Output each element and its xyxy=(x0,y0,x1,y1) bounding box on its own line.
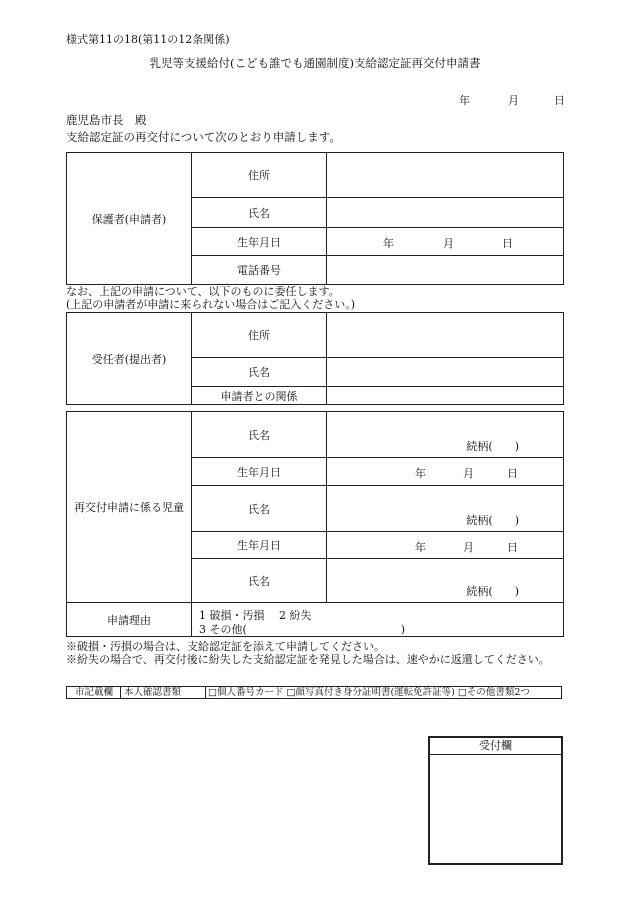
note-damaged: ※破損・汚損の場合は、支給認定証を添えて申請してください。 xyxy=(66,640,385,653)
reception-label: 受付欄 xyxy=(430,738,561,755)
guardian-phone-field[interactable] xyxy=(327,256,564,285)
guardian-address-field[interactable] xyxy=(327,153,564,198)
date-year-label: 年 xyxy=(459,94,470,107)
note-lost: ※紛失の場合で、再交付後に紛失した支給認定証を発見した場合は、速やかに返還してください。 xyxy=(66,653,550,666)
delegate-relation-label: 申請者との関係 xyxy=(192,387,327,405)
child2-birth-month: 月 xyxy=(463,541,474,554)
child2-birth-day: 日 xyxy=(507,541,518,554)
delegate-section-label: 受任者(提出者) xyxy=(67,313,192,405)
intro-text: 支給認定証の再交付について次のとおり申請します。 xyxy=(66,130,341,144)
child1-birth-month: 月 xyxy=(463,467,474,480)
guardian-table xyxy=(66,152,564,285)
child2-relation: 続柄( ) xyxy=(466,514,519,527)
child3-name-field[interactable] xyxy=(327,559,564,603)
child1-birth-year: 年 xyxy=(415,467,426,480)
child2-name-label: 氏名 xyxy=(192,486,327,532)
date-month-label: 月 xyxy=(508,94,519,107)
children-section-label: 再交付申請に係る児童 xyxy=(67,412,192,603)
guardian-birthdate-field[interactable] xyxy=(327,228,564,256)
delegate-name-label: 氏名 xyxy=(192,358,327,387)
guardian-birth-day: 日 xyxy=(502,237,513,250)
reason-option-3[interactable]: 3 その他( ) xyxy=(199,623,406,636)
office-column-label: 市記載欄 xyxy=(75,687,114,698)
delegation-note-2: (上記の申請者が申請に来られない場合はご記入ください。) xyxy=(66,298,356,311)
guardian-address-label: 住所 xyxy=(192,153,327,198)
delegate-relation-field[interactable] xyxy=(327,387,564,405)
child2-name-field[interactable] xyxy=(327,486,564,532)
child1-birthdate-field[interactable] xyxy=(327,458,564,486)
child2-birthdate-field[interactable] xyxy=(327,532,564,559)
child1-name-label: 氏名 xyxy=(192,412,327,458)
children-table xyxy=(66,411,564,637)
guardian-section-label: 保護者(申請者) xyxy=(67,153,192,285)
child3-name-label: 氏名 xyxy=(192,559,327,603)
guardian-birthdate-label: 生年月日 xyxy=(192,228,327,256)
child2-birth-year: 年 xyxy=(415,541,426,554)
reason-label: 申請理由 xyxy=(67,603,192,637)
child1-birth-day: 日 xyxy=(507,467,518,480)
guardian-birth-year: 年 xyxy=(383,237,394,250)
guardian-birth-month: 月 xyxy=(443,237,454,250)
child1-relation: 続柄( ) xyxy=(466,440,519,453)
office-use-row xyxy=(66,686,562,699)
child3-relation: 続柄( ) xyxy=(466,585,519,598)
guardian-name-field[interactable] xyxy=(327,198,564,228)
addressee: 鹿児島市長 殿 xyxy=(66,113,147,127)
delegation-note-1: なお、上記の申請について、以下のものに委任します。 xyxy=(66,285,340,298)
delegate-address-field[interactable] xyxy=(327,313,564,358)
delegate-address-label: 住所 xyxy=(192,313,327,358)
reception-box xyxy=(428,736,563,865)
reason-option-1-2[interactable]: 1 破損・汚損 2 紛失 xyxy=(199,609,312,622)
child2-birthdate-label: 生年月日 xyxy=(192,532,327,559)
page-title: 乳児等支援給付(こども誰でも通園制度)支給認定証再交付申請書 xyxy=(149,56,481,70)
delegate-table xyxy=(66,312,564,405)
child1-birthdate-label: 生年月日 xyxy=(192,458,327,486)
reason-field[interactable] xyxy=(192,603,564,637)
date-day-label: 日 xyxy=(554,94,565,107)
identity-doc-options[interactable]: □個人番号カード □顔写真付き身分証明書(運転免許証等) □その他書類2つ xyxy=(208,687,530,698)
delegate-name-field[interactable] xyxy=(327,358,564,387)
identity-doc-label: 本人確認書類 xyxy=(124,687,182,698)
guardian-phone-label: 電話番号 xyxy=(192,256,327,285)
form-number: 様式第11の18(第11の12条関係) xyxy=(66,33,230,46)
guardian-name-label: 氏名 xyxy=(192,198,327,228)
child1-name-field[interactable] xyxy=(327,412,564,458)
